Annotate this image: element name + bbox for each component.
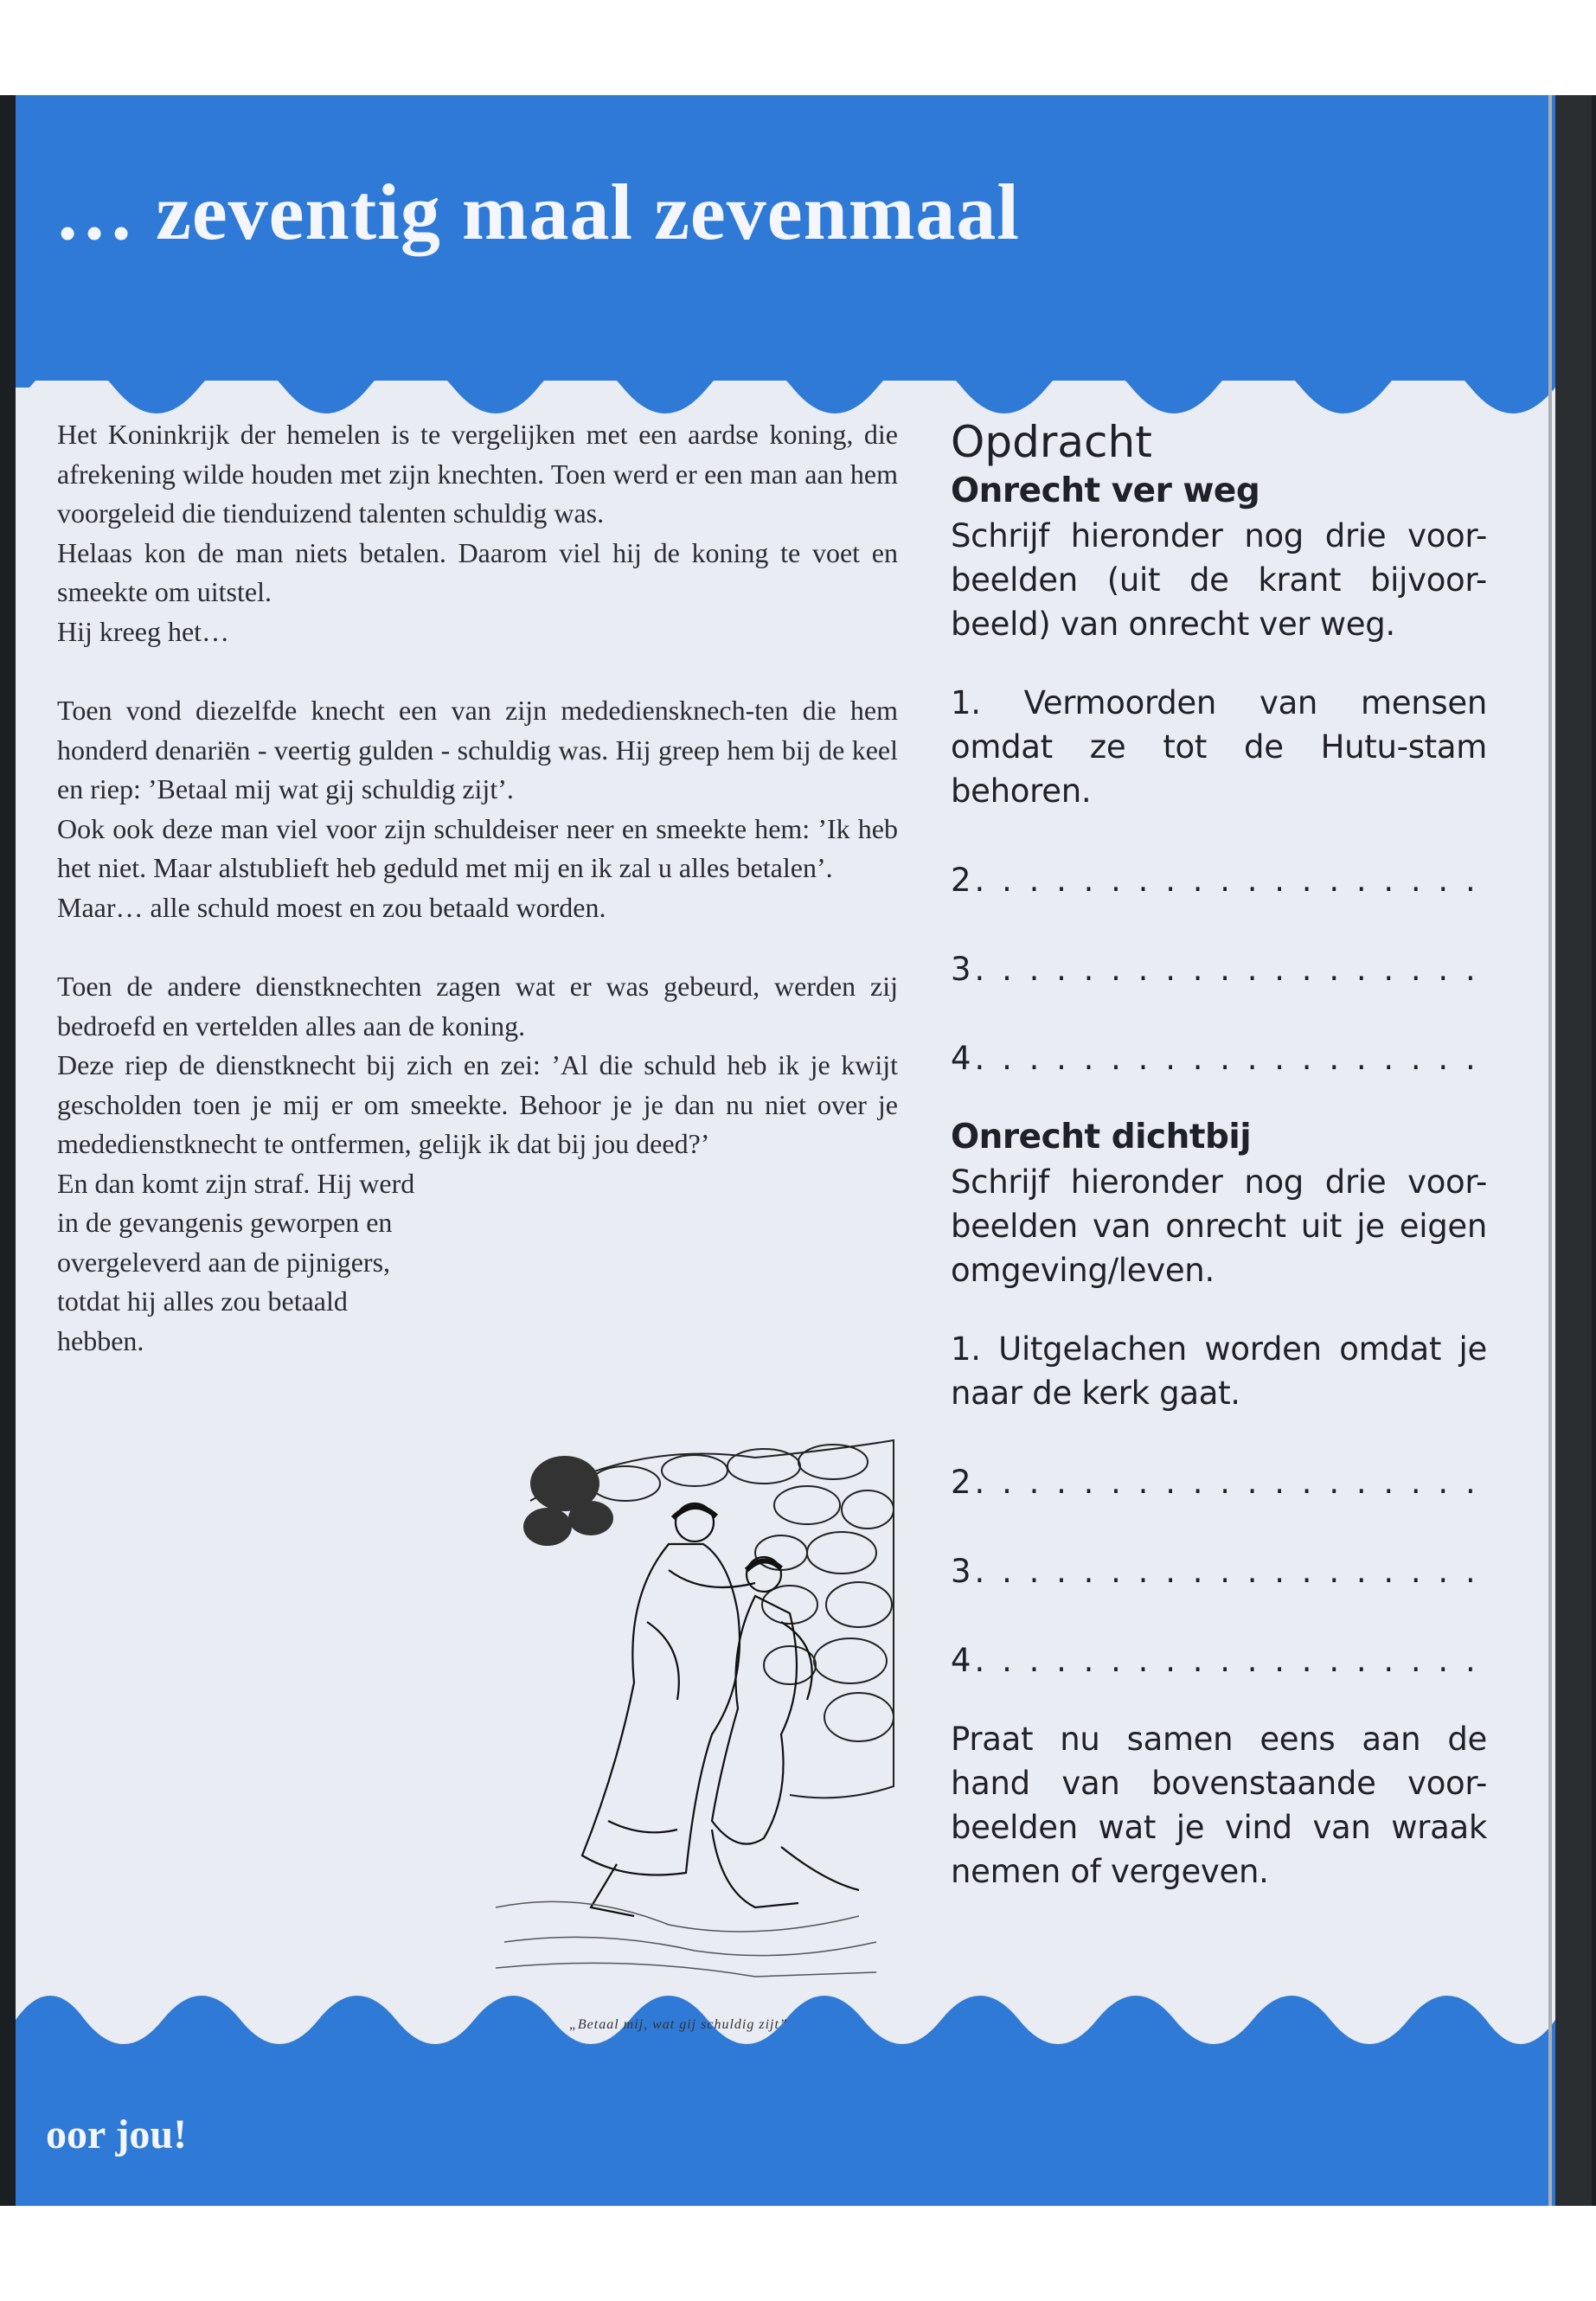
- section-title-far: Onrecht ver weg: [951, 471, 1260, 510]
- answer-line[interactable]: 3. . . . . . . . . . . . . . . . . . .: [951, 951, 1479, 988]
- story-column: [57, 415, 898, 1361]
- story-paragraph: Deze riep de dienstknecht bij zich en zei: ’Al die schuld heb ik je kwijt gescholden toen je mij er om smeekte. Behoor je je dan nu niet over je mededienstknecht te ontfermen, gelijk ik dat bij jou deed?’: [57, 1049, 898, 1159]
- page: [16, 95, 1555, 2206]
- story-paragraph: Ook ook deze man viel voor zijn schuldeiser neer en smeekte hem: ’Ik heb het niet. Maar alstublieft heb geduld met mij en ik zal u alles betalen’.: [57, 812, 898, 883]
- answer-line[interactable]: 4. . . . . . . . . . . . . . . . . . .: [951, 1642, 1479, 1679]
- illustration-caption: „Betaal mij, wat gij schuldig zijt”: [569, 2017, 788, 2032]
- story-paragraph: Toen vond diezelfde knecht een van zijn medediensknech-ten die hem honderd denariën - veertig gulden - schuldig was. Hij greep hem bij de keel en riep: ’Betaal mij wat gij schuldig zijt’.: [57, 695, 898, 804]
- story-paragraph: En dan komt zijn straf. Hij werd in de gevangenis geworpen en overgeleverd aan de pijnigers, totdat hij alles zou betaald hebben.: [57, 1167, 415, 1356]
- story-paragraph: Hij kreeg het…: [57, 615, 230, 647]
- page-title: … zeventig maal zevenmaal: [54, 168, 1020, 256]
- answer-line[interactable]: 3. . . . . . . . . . . . . . . . . . .: [951, 1553, 1479, 1590]
- illustration-servant-seizing-debtor: [496, 1423, 902, 1985]
- story-paragraph: Toen de andere dienstknechten zagen wat er was gebeurd, werden zij bedroefd en vertelden alles aan de koning.: [57, 971, 898, 1042]
- section-title-near: Onrecht dichtbij: [951, 1118, 1252, 1157]
- answer-item: 1. Vermoorden van mensen omdat ze tot de Hutu-stam behoren.: [951, 684, 1487, 810]
- answer-line[interactable]: 2. . . . . . . . . . . . . . . . . . .: [951, 1464, 1479, 1501]
- assignment-column: [951, 415, 1487, 1894]
- assignment-heading: Opdracht: [951, 417, 1152, 467]
- story-paragraph: Helaas kon de man niets betalen. Daarom viel hij de koning te voet en smeekte om uitstel.: [57, 536, 898, 607]
- footer-text: oor jou!: [46, 2112, 188, 2157]
- story-paragraph: Maar… alle schuld moest en zou betaald worden.: [57, 891, 606, 923]
- answer-item: 1. Uitgelachen worden omdat je naar de kerk gaat.: [951, 1330, 1487, 1412]
- story-paragraph: Het Koninkrijk der hemelen is te vergelijken met een aardse koning, die afrekening wilde houden met zijn knechten. Toen werd er een man aan hem voorgeleid die tienduizend talenten schuldig was.: [57, 419, 898, 529]
- closing-instruction: Praat nu samen eens aan de hand van bovenstaande voor-beelden wat je vind van wraak nemen of vergeven.: [951, 1721, 1487, 1890]
- section-instruction-far: Schrijf hieronder nog drie voor-beelden (uit de krant bijvoor-beeld) van onrecht ver weg.: [951, 517, 1487, 643]
- section-instruction-near: Schrijf hieronder nog drie voor-beelden van onrecht uit je eigen omgeving/leven.: [951, 1163, 1487, 1289]
- page-edge-line: [1548, 95, 1552, 2206]
- book-spine-edge: [1555, 95, 1592, 2206]
- answer-line[interactable]: 2. . . . . . . . . . . . . . . . . . .: [951, 862, 1479, 899]
- footer-band: [16, 2052, 1555, 2206]
- answer-line[interactable]: 4. . . . . . . . . . . . . . . . . . .: [951, 1040, 1479, 1077]
